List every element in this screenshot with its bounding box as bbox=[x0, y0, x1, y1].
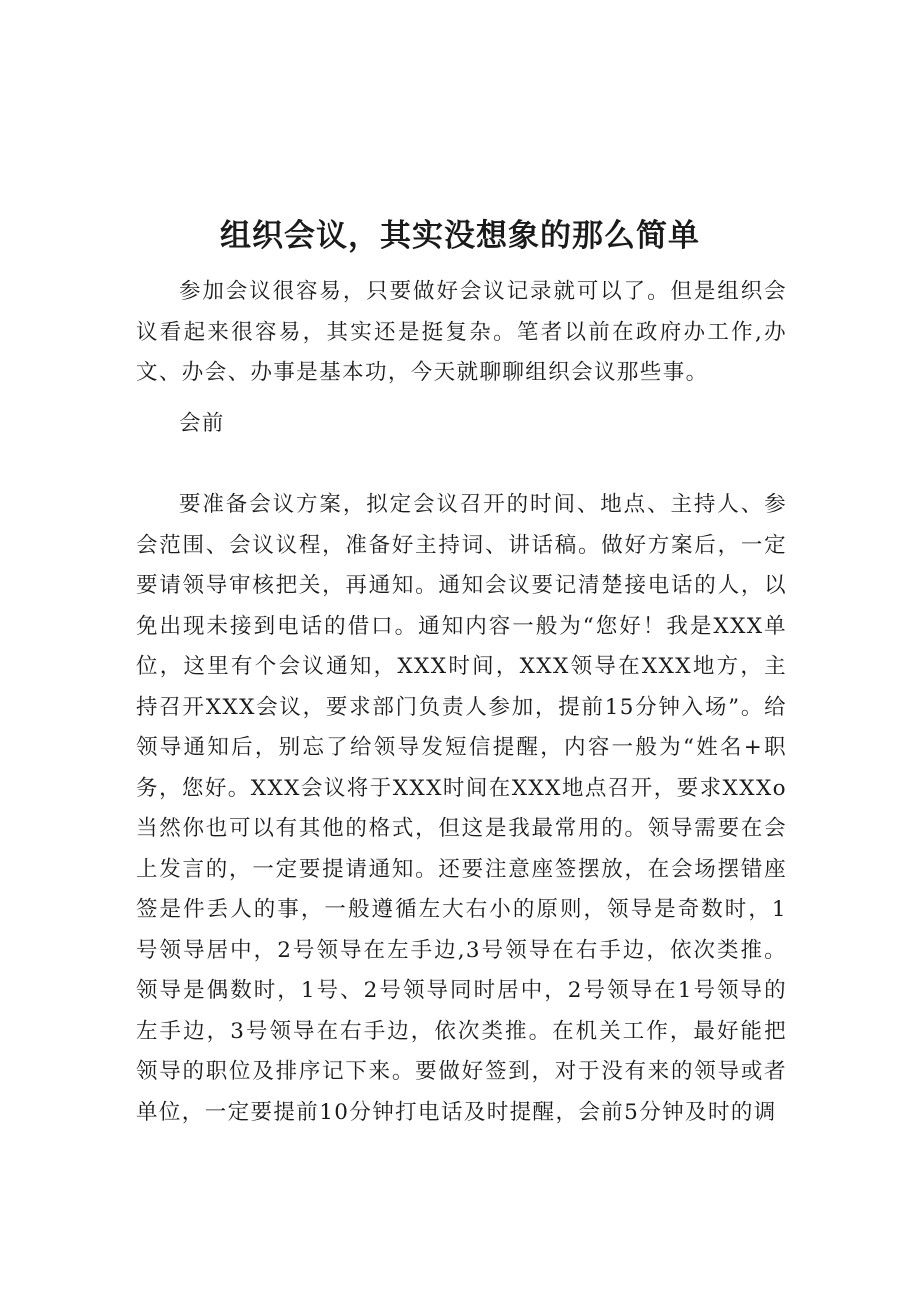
before-meeting-paragraph: 要准备会议方案，拟定会议召开的时间、地点、主持人、参会范围、会议议程，准备好主持词、讲话稿。做好方案后，一定要请领导审核把关，再通知。通知会议要记清楚接电话的人，以免出现未接到电话的借口。通知内容一般为“您好！我是XXX单位，这里有个会议通知，XXX时间，XXX领导在XXX地方，主持召开XXX会议，要求部门负责人参加，提前15分钟入场”。给领导通知后，别忘了给领导发短信提醒，内容一般为“姓名+职务，您好。XXX会议将于XXX时间在XXX地点召开，要求XXXo当然你也可以有其他的格式，但这是我最常用的。领导需要在会上发言的，一定要提请通知。还要注意座签摆放，在会场摆错座签是件丢人的事，一般遵循左大右小的原则，领导是奇数时，1号领导居中，2号领导在左手边,3号领导在右手边，依次类推。领导是偶数时，1号、2号领导同时居中，2号领导在1号领导的左手边，3号领导在右手边，依次类推。在机关工作，最好能把领导的职位及排序记下来。要做好签到，对于没有来的领导或者单位，一定要提前10分钟打电话及时提醒，会前5分钟及时的调 bbox=[136, 492, 787, 1125]
document-title: 组织会议，其实没想象的那么简单 bbox=[220, 218, 700, 254]
section-heading-before-meeting: 会前 bbox=[179, 411, 225, 436]
intro-paragraph: 参加会议很容易，只要做好会议记录就可以了。但是组织会议看起来很容易，其实还是挺复杂。笔者以前在政府办工作,办文、办会、办事是基本功，今天就聊聊组织会议那些事。 bbox=[136, 279, 787, 385]
